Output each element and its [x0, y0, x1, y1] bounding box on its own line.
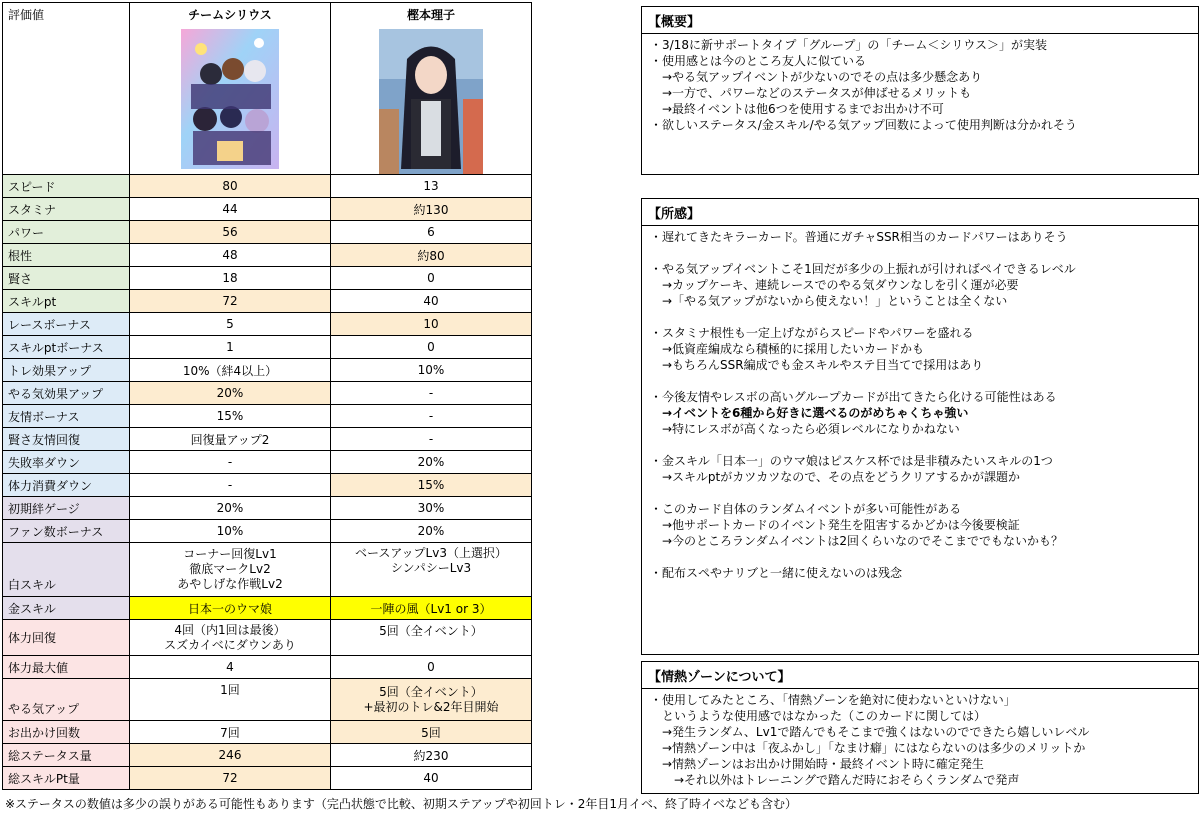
text-line: ・使用してみたところ、「情熱ゾーンを絶対に使わないといけない」	[650, 693, 1016, 707]
text-line: →最終イベントは他6つを使用するまでお出かけ不可	[650, 102, 944, 116]
text-line: →イベントを6種から好きに選べるのがめちゃくちゃ強い	[650, 406, 969, 420]
text-line: ・使用感とは今のところ友人に似ている	[650, 54, 867, 68]
card2-illustration	[379, 29, 483, 174]
card2-max-stamina: 0	[331, 656, 532, 679]
card2-race-bonus: 10	[331, 313, 532, 336]
card2-total-status: 約230	[331, 744, 532, 767]
card1-wisdom: 18	[130, 267, 331, 290]
card1-white-skill: あやしげな作戦Lv2	[177, 577, 283, 591]
comparison-table	[2, 2, 532, 790]
card2-wisdom-recovery: -	[331, 428, 532, 451]
card2-failure-down: 20%	[331, 451, 532, 474]
text-line	[650, 437, 1198, 453]
card2-outings: 5回	[331, 721, 532, 744]
text-line: →それ以外はトレーニングで踏んだ時におそらくランダムで発声	[650, 773, 1020, 787]
text-line: →今のところランダムイベントは2回くらいなのでそこまででもないかも？	[650, 534, 1063, 548]
card1-stamina-cost-down: -	[130, 474, 331, 497]
text-line	[650, 485, 1198, 501]
card2-stamina-recovery: 5回（全イベント）	[331, 620, 532, 656]
impressions-body	[642, 226, 1198, 581]
text-line	[650, 373, 1198, 389]
row-label-race-bonus: レースボーナス	[3, 313, 130, 336]
row-label-max-stamina: 体力最大値	[3, 656, 130, 679]
text-line: ・今後友情やレスボの高いグループカードが出てきたら化ける可能性はある	[650, 390, 1057, 404]
card1-training-effect: 10%（絆4以上）	[130, 359, 331, 382]
row-label-total-status: 総ステータス量	[3, 744, 130, 767]
row-label-power: パワー	[3, 221, 130, 244]
card2-speed: 13	[331, 175, 532, 198]
card1-outings: 7回	[130, 721, 331, 744]
card1-initial-bond: 20%	[130, 497, 331, 520]
card1-total-status: 246	[130, 744, 331, 767]
row-label-stamina: スタミナ	[3, 198, 130, 221]
card1-max-stamina: 4	[130, 656, 331, 679]
text-line: →カップケーキ、連続レースでのやる気ダウンなしを引く運が必要	[650, 278, 1019, 292]
text-line: ・遅れてきたキラーカード。普通にガチャSSR相当のカードパワーはありそう	[650, 230, 1068, 244]
text-line: →スキルptがカツカツなので、その点をどうクリアするかが課題か	[650, 470, 1021, 484]
card2-motivation-up: +最初のトレ&2年目開始	[363, 699, 499, 714]
row-label-total-skill-pt: 総スキルPt量	[3, 767, 130, 790]
row-label-motivation-effect: やる気効果アップ	[3, 382, 130, 405]
row-label-guts: 根性	[3, 244, 130, 267]
text-line: ・このカード自体のランダムイベントが多い可能性がある	[650, 502, 962, 516]
card1-power: 56	[130, 221, 331, 244]
text-line: ・配布スペやナリブと一緒に使えないのは残念	[650, 566, 903, 580]
card2-total-skill-pt: 40	[331, 767, 532, 790]
card2-white-skill: ベースアップLv3（上選択）	[355, 546, 507, 560]
text-line: →他サポートカードのイベント発生を阻害するかどかは今後要検証	[650, 518, 1020, 532]
card2-skill-pt: 40	[331, 290, 532, 313]
text-line: ・スタミナ根性も一定上げながらスピードやパワーを盛れる	[650, 326, 974, 340]
card1-failure-down: -	[130, 451, 331, 474]
passion-zone-box	[641, 661, 1199, 794]
card2-guts: 約80	[331, 244, 532, 267]
card2-name: 樫本理子	[406, 8, 455, 22]
card1-skill-pt-bonus: 1	[130, 336, 331, 359]
impressions-box	[641, 198, 1199, 655]
impressions-title: 【所感】	[642, 199, 1198, 226]
passion-zone-title: 【情熱ゾーンについて】	[642, 662, 1198, 689]
card1-skill-pt: 72	[130, 290, 331, 313]
text-line: →発生ランダム、Lv1で踏んでもそこまで強くはないのでできたら嬉しいレベル	[650, 725, 1090, 739]
card1-wisdom-recovery: 回復量アップ2	[130, 428, 331, 451]
summary-box	[641, 6, 1199, 175]
card2-initial-bond: 30%	[331, 497, 532, 520]
row-label-initial-bond: 初期絆ゲージ	[3, 497, 130, 520]
text-line: ・欲しいステータス/金スキル/やる気アップ回数によって使用判断は分かれそう	[650, 118, 1077, 132]
text-line: →情熱ゾーン中は「夜ふかし」「なまけ癖」にはならないのは多少のメリットか	[650, 741, 1086, 755]
card2-white-skill: シンパシーLv3	[390, 561, 472, 575]
card2-skill-pt-bonus: 0	[331, 336, 532, 359]
row-label-wisdom-recovery: 賢さ友情回復	[3, 428, 130, 451]
row-label-gold-skill: 金スキル	[3, 597, 130, 620]
text-line: ・金スキル「日本一」のウマ娘はピスケス杯では是非積みたいスキルの1つ	[650, 454, 1053, 468]
text-line: というような使用感ではなかった（このカードに関しては）	[650, 709, 987, 723]
row-label-wisdom: 賢さ	[3, 267, 130, 290]
text-line	[650, 309, 1198, 325]
text-line: →やる気アップイベントが少ないのでその点は多少懸念あり	[650, 70, 983, 84]
text-line: →「やる気アップがないから使えない！」ということは全くない	[650, 294, 1008, 308]
row-label-skill-pt-bonus: スキルptボーナス	[3, 336, 130, 359]
card1-motivation-up: 1回	[130, 679, 331, 721]
card1-guts: 48	[130, 244, 331, 267]
card1-speed: 80	[130, 175, 331, 198]
card1-name: チームシリウス	[188, 8, 272, 22]
card2-wisdom: 0	[331, 267, 532, 290]
card1-motivation-effect: 20%	[130, 382, 331, 405]
passion-zone-body	[642, 689, 1198, 788]
summary-title: 【概要】	[642, 7, 1198, 34]
card1-fan-bonus: 10%	[130, 520, 331, 543]
text-line: ・やる気アップイベントこそ1回だが多少の上振れが引ければペイできるレベル	[650, 262, 1076, 276]
text-line: ・3/18に新サポートタイプ「グループ」の「チーム＜シリウス＞」が実装	[650, 38, 1048, 52]
card2-motivation-up: 5回（全イベント）	[379, 684, 483, 699]
card2-motivation-effect: -	[331, 382, 532, 405]
text-line	[650, 245, 1198, 261]
text-line: →低資産編成なら積極的に採用したいカードかも	[650, 342, 925, 356]
text-line: →情熱ゾーンはお出かけ開始時・最終イベント時に確定発生	[650, 757, 984, 771]
header-label: 評価値	[3, 3, 130, 175]
card2-stamina-cost-down: 15%	[331, 474, 532, 497]
row-label-training-effect: トレ効果アップ	[3, 359, 130, 382]
row-label-speed: スピード	[3, 175, 130, 198]
footnote: ※ステータスの数値は多少の誤りがある可能性もあります（完凸状態で比較、初期ステアップや初回トレ・2年目1月イベ、終了時イベなども含む）	[5, 797, 798, 811]
card1-total-skill-pt: 72	[130, 767, 331, 790]
row-label-stamina-recovery: 体力回復	[3, 620, 130, 656]
card1-race-bonus: 5	[130, 313, 331, 336]
card2-gold-skill: 一陣の風（Lv1 or 3）	[331, 597, 532, 620]
row-label-white-skill: 白スキル	[3, 543, 130, 597]
text-line: →一方で、パワーなどのステータスが伸ばせるメリットも	[650, 86, 972, 100]
card1-illustration	[181, 29, 279, 169]
card1-stamina-recovery: 4回（内1回は最後）	[174, 622, 286, 637]
card1-stamina-recovery: スズカイベにダウンあり	[164, 637, 296, 652]
row-label-fan-bonus: ファン数ボーナス	[3, 520, 130, 543]
card1-gold-skill: 日本一のウマ娘	[130, 597, 331, 620]
row-label-outings: お出かけ回数	[3, 721, 130, 744]
card1-friendship-bonus: 15%	[130, 405, 331, 428]
card1-white-skill: 徹底マークLv2	[189, 562, 271, 576]
row-label-motivation-up: やる気アップ	[3, 679, 130, 721]
text-line: →特にレスボが高くなったら必須レベルになりかねない	[650, 422, 960, 436]
card1-stamina: 44	[130, 198, 331, 221]
card2-power: 6	[331, 221, 532, 244]
summary-body	[642, 34, 1198, 133]
card2-training-effect: 10%	[331, 359, 532, 382]
card2-fan-bonus: 20%	[331, 520, 532, 543]
card1-white-skill: コーナー回復Lv1	[183, 547, 277, 561]
row-label-stamina-cost-down: 体力消費ダウン	[3, 474, 130, 497]
card2-friendship-bonus: -	[331, 405, 532, 428]
card2-stamina: 約130	[331, 198, 532, 221]
row-label-skill-pt: スキルpt	[3, 290, 130, 313]
text-line	[650, 549, 1198, 565]
row-label-friendship-bonus: 友情ボーナス	[3, 405, 130, 428]
row-label-failure-down: 失敗率ダウン	[3, 451, 130, 474]
text-line: →もちろんSSR編成でも金スキルやステ目当てで採用はあり	[650, 358, 984, 372]
